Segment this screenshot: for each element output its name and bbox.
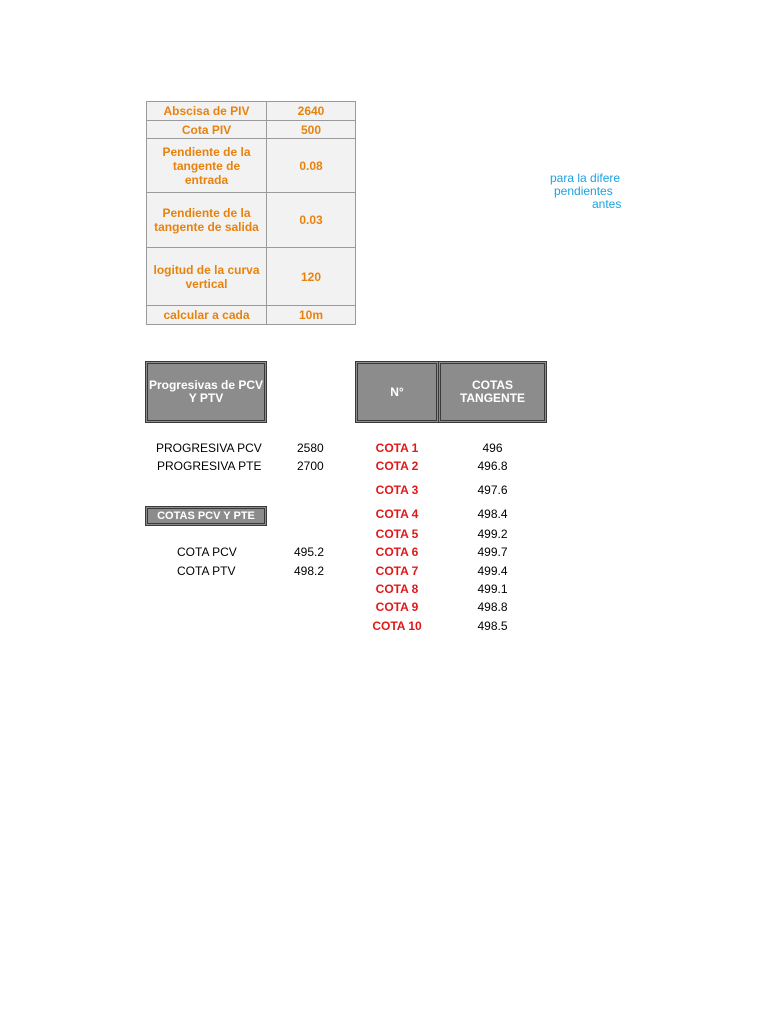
cota-value: 499.1 <box>477 582 508 596</box>
param-label[interactable]: Cota PIV <box>147 121 267 139</box>
param-label[interactable]: calcular a cada <box>147 306 267 325</box>
param-label[interactable]: Abscisa de PIV <box>147 102 267 121</box>
cota-pcv-label: COTA PCV <box>177 545 237 559</box>
cota-value: 499.4 <box>477 564 508 578</box>
progresiva-pte-value: 2700 <box>297 459 324 473</box>
param-row-longitud-curva <box>147 248 356 306</box>
cota-value: 499.7 <box>477 545 508 559</box>
param-row-abscisa <box>147 102 356 121</box>
cota-ptv-label: COTA PTV <box>177 564 236 578</box>
clipped-note <box>520 172 621 212</box>
param-label[interactable]: Pendiente de la tangente de entrada <box>147 139 267 193</box>
param-row-calcular <box>147 306 356 325</box>
cota-pcv-value: 495.2 <box>294 545 325 559</box>
param-row-pendiente-entrada <box>147 139 356 193</box>
cotas-pcv-pte-header: COTAS PCV Y PTE <box>145 506 267 526</box>
param-value[interactable]: 0.08 <box>267 139 356 193</box>
cota-label: COTA 3 <box>375 483 419 497</box>
note-line-3: antes <box>592 197 621 211</box>
numero-header: N° <box>355 361 439 423</box>
cota-label: COTA 7 <box>375 564 419 578</box>
cota-value: 498.8 <box>477 600 508 614</box>
progresiva-pcv-value: 2580 <box>297 441 324 455</box>
cota-label: COTA 4 <box>375 507 419 521</box>
cota-label: COTA 6 <box>375 545 419 559</box>
progresiva-pcv-label: PROGRESIVA PCV <box>156 441 262 455</box>
param-value[interactable]: 120 <box>267 248 356 306</box>
cota-label: COTA 8 <box>375 582 419 596</box>
cota-value: 497.6 <box>477 483 508 497</box>
note-line-1: para la difere <box>550 172 621 185</box>
cota-value: 496.8 <box>477 459 508 473</box>
param-value[interactable]: 500 <box>267 121 356 139</box>
cota-label: COTA 10 <box>372 619 422 633</box>
cota-value: 498.5 <box>477 619 508 633</box>
param-row-pendiente-salida <box>147 193 356 248</box>
note-line-2: pendientes <box>554 184 613 198</box>
parameters-table <box>146 101 356 325</box>
cota-value: 498.4 <box>477 507 508 521</box>
cota-value: 496 <box>482 441 503 455</box>
cota-label: COTA 5 <box>375 527 419 541</box>
param-label[interactable]: Pendiente de la tangente de salida <box>147 193 267 248</box>
param-value[interactable]: 0.03 <box>267 193 356 248</box>
progresiva-pte-label: PROGRESIVA PTE <box>157 459 262 473</box>
cota-value: 499.2 <box>477 527 508 541</box>
param-value[interactable]: 10m <box>267 306 356 325</box>
param-row-cota-piv <box>147 121 356 139</box>
cotas-tangente-header: COTAS TANGENTE <box>438 361 547 423</box>
cota-label: COTA 9 <box>375 600 419 614</box>
param-label[interactable]: logitud de la curva vertical <box>147 248 267 306</box>
progresivas-header: Progresivas de PCV Y PTV <box>145 361 267 423</box>
param-value[interactable]: 2640 <box>267 102 356 121</box>
cota-label: COTA 1 <box>375 441 419 455</box>
cota-ptv-value: 498.2 <box>294 564 325 578</box>
cota-label: COTA 2 <box>375 459 419 473</box>
